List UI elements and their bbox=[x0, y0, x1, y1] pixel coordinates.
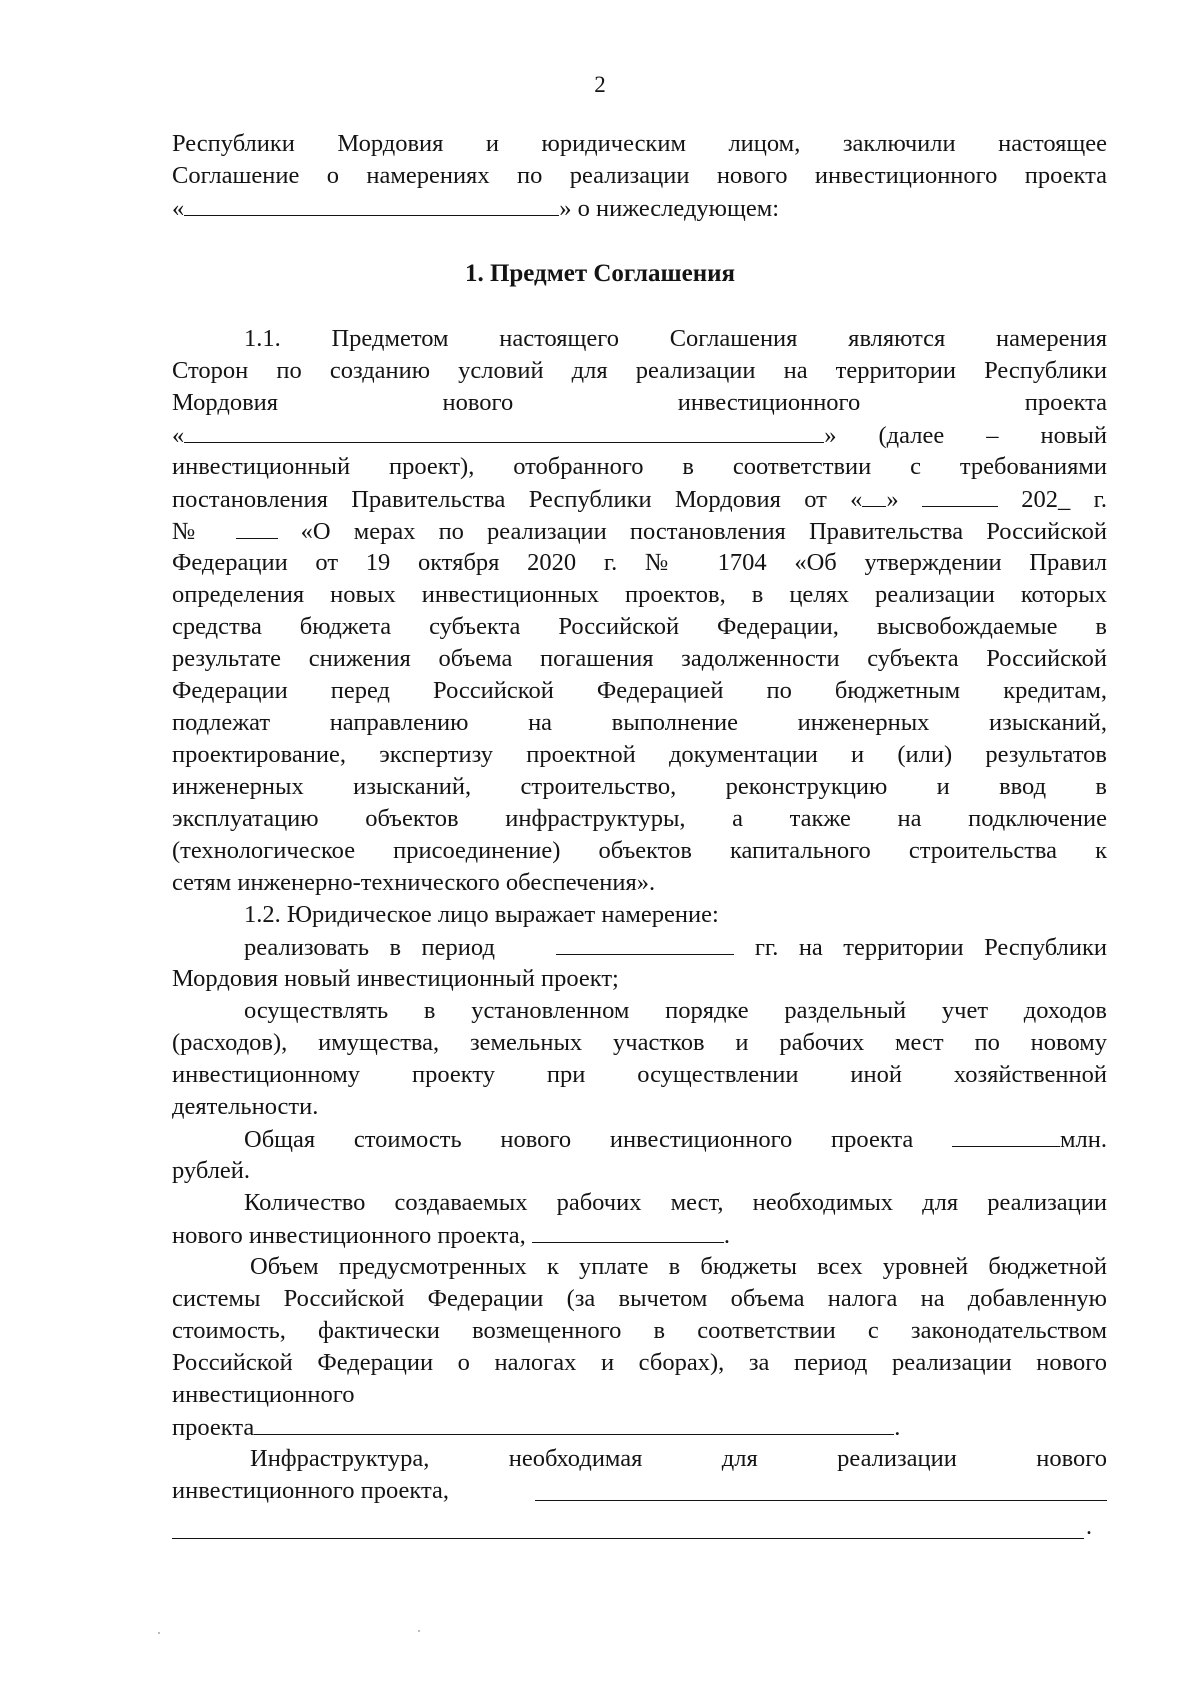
infra-word: необходимая bbox=[508, 1445, 643, 1472]
infra-line-1 bbox=[250, 1444, 1107, 1474]
p11-line-13: подлежат направлению на выполнение инженерных изысканий, bbox=[172, 709, 1107, 736]
intro-line-2: Соглашение о намерениях по реализации нового инвестиционного проекта bbox=[172, 162, 1107, 189]
period-mark: . bbox=[723, 1222, 731, 1249]
jobs-blank bbox=[532, 1220, 724, 1243]
quote-open: « bbox=[172, 195, 185, 222]
number-sign: № bbox=[172, 518, 213, 545]
infra-word: реализации bbox=[837, 1445, 957, 1472]
p12-text: реализовать в период bbox=[244, 934, 495, 961]
tax-amount-blank bbox=[254, 1412, 894, 1435]
p12-line-6: инвестиционному проекту при осуществлении иной хозяйственной bbox=[172, 1061, 1107, 1088]
infra-text: инвестиционного проекта, bbox=[172, 1477, 449, 1504]
intro-word: настоящее bbox=[998, 130, 1108, 157]
p12-line-4: осуществлять в установленном порядке раздельный учет доходов bbox=[244, 997, 1107, 1024]
p11-line-18: сетям инженерно-технического обеспечения». bbox=[172, 869, 656, 896]
p11-line-5: инвестиционный проект), отобранного в соответствии с требованиями bbox=[172, 453, 1107, 480]
p12-line-1: 1.2. Юридическое лицо выражает намерение: bbox=[244, 901, 719, 928]
scan-speck bbox=[418, 1630, 420, 1632]
jobs-text: нового инвестиционного проекта, bbox=[172, 1222, 526, 1249]
p11-word: – bbox=[986, 422, 999, 449]
jobs-line-1: Количество создаваемых рабочих мест, необходимых для реализации bbox=[244, 1189, 1107, 1216]
p11-line-7 bbox=[172, 516, 1107, 546]
cost-unit: млн. bbox=[1060, 1126, 1108, 1153]
p11-word: проекта bbox=[1024, 389, 1108, 416]
intro-line-3 bbox=[172, 193, 1107, 223]
p11-line-8: Федерации от 19 октября 2020 г. № 1704 «Об утверждении Правил bbox=[172, 549, 1107, 576]
tax-line-2: системы Российской Федерации (за вычетом объема налога на добавленную bbox=[172, 1285, 1107, 1312]
p11-word: настоящего bbox=[499, 325, 619, 352]
p11-line-10: средства бюджета субъекта Российской Федерации, высвобождаемые в bbox=[172, 613, 1107, 640]
p11-word: нового bbox=[442, 389, 514, 416]
p11-text: постановления Правительства Республики Мордовия от « bbox=[172, 486, 863, 513]
p11-line-15: инженерных изысканий, строительство, реконструкцию и ввод в bbox=[172, 773, 1107, 800]
p11-text: «О мерах по реализации постановления Правительства Российской bbox=[300, 518, 1107, 545]
section-title: 1. Предмет Соглашения bbox=[464, 260, 736, 287]
infra-word: нового bbox=[1036, 1445, 1107, 1472]
tax-line-6 bbox=[172, 1412, 1107, 1442]
infrastructure-blank bbox=[535, 1500, 1107, 1501]
infra-word: для bbox=[721, 1445, 758, 1472]
p11-line-12: Федерации перед Российской Федерацией по бюджетным кредитам, bbox=[172, 677, 1107, 704]
infra-word: Инфраструктура, bbox=[250, 1445, 430, 1472]
cost-text: Общая стоимость нового инвестиционного проекта bbox=[244, 1126, 914, 1153]
intro-word: лицом, bbox=[728, 130, 801, 157]
intro-line-3-end: » о нижеследующем: bbox=[559, 195, 780, 222]
period-mark: . bbox=[894, 1414, 901, 1441]
page-number: 2 bbox=[594, 72, 606, 97]
p11-line-6 bbox=[172, 484, 1107, 514]
year-text: 202_ г. bbox=[1021, 486, 1108, 513]
tax-line-4: Российской Федерации о налогах и сборах), за период реализации нового bbox=[172, 1349, 1107, 1376]
infra-line-2 bbox=[172, 1476, 1107, 1506]
infra-end: . bbox=[1086, 1514, 1092, 1540]
tax-line-5: инвестиционного bbox=[172, 1381, 355, 1408]
p11-word: являются bbox=[848, 325, 946, 352]
p11-line-3 bbox=[172, 388, 1107, 418]
intro-word: юридическим bbox=[541, 130, 686, 157]
intro-word: заключили bbox=[842, 130, 956, 157]
p11-line-11: результате снижения объема погашения задолженности субъекта Российской bbox=[172, 645, 1107, 672]
clause-number: 1.1. bbox=[244, 325, 281, 352]
tax-line-3: стоимость, фактически возмещенного в соответствии с законодательством bbox=[172, 1317, 1107, 1344]
cost-blank bbox=[952, 1124, 1060, 1147]
p12-line-3: Мордовия новый инвестиционный проект; bbox=[172, 965, 619, 992]
tax-line-1: Объем предусмотренных к уплате в бюджеты всех уровней бюджетной bbox=[250, 1253, 1107, 1280]
cost-line bbox=[244, 1124, 1107, 1154]
project-name-blank bbox=[184, 193, 559, 216]
quote-open: « bbox=[172, 422, 185, 449]
p12-line-2 bbox=[244, 932, 1107, 962]
p11-word: Предметом bbox=[331, 325, 449, 352]
quote-close: » bbox=[824, 422, 837, 449]
tax-text: проекта bbox=[172, 1414, 255, 1441]
intro-word: Мордовия bbox=[337, 130, 444, 157]
intro-line-1 bbox=[172, 129, 1107, 159]
p11-line-16: эксплуатацию объектов инфраструктуры, а также на подключение bbox=[172, 805, 1107, 832]
period-blank bbox=[556, 932, 734, 955]
p11-word: Соглашения bbox=[669, 325, 798, 352]
p11-word: Мордовия bbox=[172, 389, 279, 416]
p11-line-14: проектирование, экспертизу проектной документации и (или) результатов bbox=[172, 741, 1107, 768]
quote-close: » bbox=[886, 486, 899, 513]
p11-line-17: (технологическое присоединение) объектов капитального строительства к bbox=[172, 837, 1107, 864]
intro-word: и bbox=[485, 130, 500, 157]
p12-text: гг. на территории Республики bbox=[754, 934, 1107, 961]
month-blank bbox=[922, 484, 998, 507]
infrastructure-blank-2 bbox=[172, 1538, 1084, 1539]
p11-word: намерения bbox=[996, 325, 1108, 352]
p11-line-2: Сторон по созданию условий для реализации на территории Республики bbox=[172, 357, 1107, 384]
intro-word: Республики bbox=[172, 130, 295, 157]
scan-speck bbox=[158, 1632, 160, 1634]
day-blank bbox=[862, 484, 886, 507]
p11-line-1 bbox=[244, 324, 1107, 354]
p12-line-7: деятельности. bbox=[172, 1093, 319, 1120]
p11-word: новый bbox=[1040, 422, 1108, 449]
project-name-blank bbox=[184, 420, 824, 443]
p12-line-5: (расходов), имущества, земельных участков и рабочих мест по новому bbox=[172, 1029, 1107, 1056]
jobs-line-2 bbox=[172, 1220, 1107, 1250]
p11-line-9: определения новых инвестиционных проектов, в целях реализации которых bbox=[172, 581, 1107, 608]
p11-word: инвестиционного bbox=[677, 389, 861, 416]
p11-line-4 bbox=[172, 420, 1107, 450]
cost-line-2: рублей. bbox=[172, 1157, 251, 1184]
p11-word: (далее bbox=[878, 422, 945, 449]
decree-number-blank bbox=[236, 516, 278, 539]
